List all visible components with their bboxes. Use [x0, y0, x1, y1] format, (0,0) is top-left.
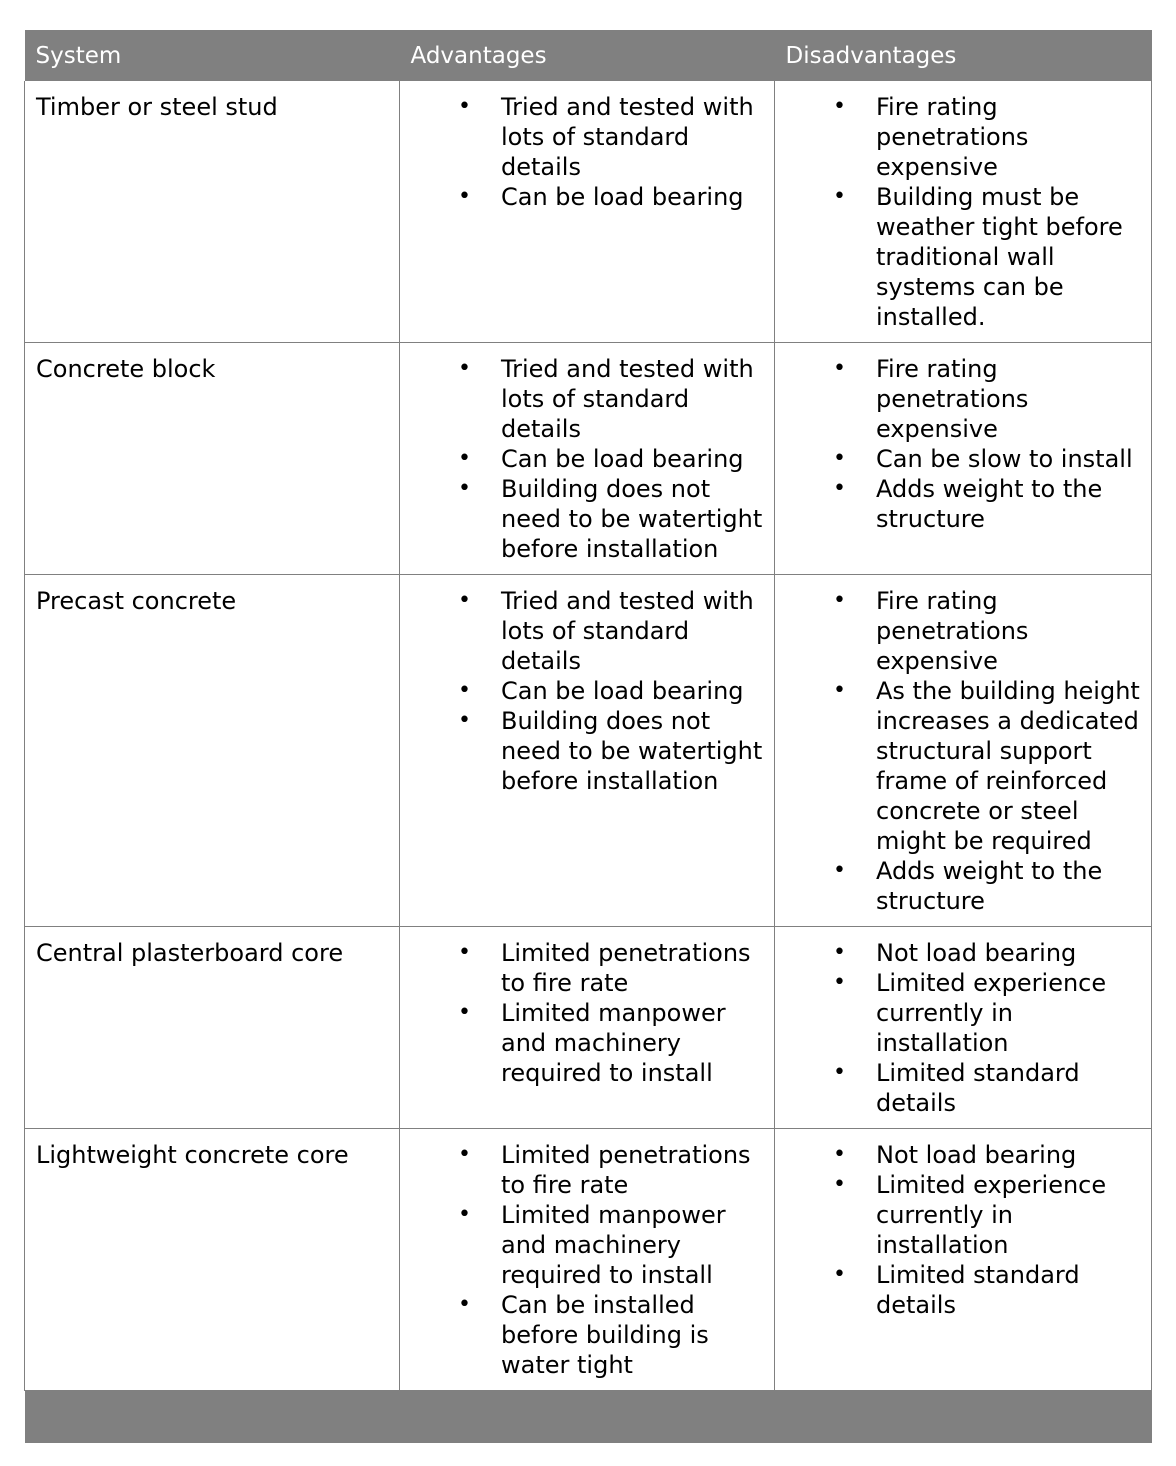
bullet-icon: •	[458, 184, 471, 209]
advantages-cell	[400, 343, 775, 575]
advantage-item	[411, 676, 763, 706]
bullet-icon: •	[458, 708, 471, 733]
disadvantage-item	[786, 182, 1140, 332]
item-text: Building does not need to be watertight before installation	[501, 475, 763, 563]
advantages-list	[411, 92, 763, 212]
advantage-item	[411, 1140, 763, 1200]
disadvantage-item	[786, 968, 1140, 1058]
advantage-item	[411, 354, 763, 444]
disadvantages-cell	[775, 81, 1152, 343]
advantage-item	[411, 444, 763, 474]
item-text: Not load bearing	[876, 939, 1077, 967]
table-row	[25, 343, 1152, 575]
disadvantage-item	[786, 444, 1140, 474]
bullet-icon: •	[833, 940, 846, 965]
disadvantages-list	[786, 586, 1140, 916]
advantage-item	[411, 586, 763, 676]
bullet-icon: •	[833, 1172, 846, 1197]
item-text: Limited penetrations to fire rate	[501, 939, 751, 997]
bullet-icon: •	[833, 1262, 846, 1287]
header-advantages: Advantages	[400, 30, 775, 81]
disadvantage-item	[786, 856, 1140, 916]
item-text: Can be load bearing	[501, 677, 744, 705]
disadvantages-cell	[775, 575, 1152, 927]
table-row	[25, 1129, 1152, 1391]
bullet-icon: •	[458, 940, 471, 965]
bullet-icon: •	[458, 1202, 471, 1227]
disadvantages-list	[786, 92, 1140, 332]
item-text: Fire rating penetrations expensive	[876, 355, 1029, 443]
footer-bar	[25, 1391, 1152, 1444]
table-footer	[25, 1391, 1152, 1444]
item-text: Tried and tested with lots of standard details	[501, 587, 754, 675]
advantage-item	[411, 1200, 763, 1290]
disadvantage-item	[786, 1260, 1140, 1320]
bullet-icon: •	[458, 1000, 471, 1025]
advantages-cell	[400, 927, 775, 1129]
bullet-icon: •	[833, 446, 846, 471]
item-text: Tried and tested with lots of standard details	[501, 93, 754, 181]
item-text: Building does not need to be watertight before installation	[501, 707, 763, 795]
advantage-item	[411, 474, 763, 564]
bullet-icon: •	[833, 184, 846, 209]
advantage-item	[411, 998, 763, 1088]
bullet-icon: •	[833, 356, 846, 381]
item-text: Limited manpower and machinery required to install	[501, 1201, 726, 1289]
item-text: Limited experience currently in installation	[876, 1171, 1107, 1259]
header-row	[25, 30, 1152, 81]
table-header	[25, 30, 1152, 81]
system-cell: Concrete block	[25, 343, 400, 575]
disadvantages-list	[786, 354, 1140, 534]
disadvantage-item	[786, 676, 1140, 856]
advantage-item	[411, 938, 763, 998]
advantage-item	[411, 1290, 763, 1380]
bullet-icon: •	[833, 94, 846, 119]
advantages-list	[411, 586, 763, 796]
item-text: Tried and tested with lots of standard details	[501, 355, 754, 443]
disadvantage-item	[786, 1140, 1140, 1170]
item-text: Limited standard details	[876, 1059, 1080, 1117]
advantages-list	[411, 938, 763, 1088]
advantages-cell	[400, 1129, 775, 1391]
system-cell: Lightweight concrete core	[25, 1129, 400, 1391]
table-body	[25, 81, 1152, 1391]
item-text: Building must be weather tight before traditional wall systems can be installed.	[876, 183, 1123, 331]
bullet-icon: •	[833, 970, 846, 995]
advantages-cell	[400, 575, 775, 927]
disadvantages-list	[786, 1140, 1140, 1320]
advantages-list	[411, 354, 763, 564]
advantages-cell	[400, 81, 775, 343]
advantage-item	[411, 182, 763, 212]
bullet-icon: •	[833, 1060, 846, 1085]
item-text: Limited standard details	[876, 1261, 1080, 1319]
disadvantages-cell	[775, 343, 1152, 575]
table-row	[25, 575, 1152, 927]
item-text: Fire rating penetrations expensive	[876, 93, 1029, 181]
system-cell: Precast concrete	[25, 575, 400, 927]
item-text: Adds weight to the structure	[876, 857, 1103, 915]
disadvantages-list	[786, 938, 1140, 1118]
disadvantage-item	[786, 474, 1140, 534]
bullet-icon: •	[833, 678, 846, 703]
advantages-list	[411, 1140, 763, 1380]
comparison-table	[24, 30, 1152, 1443]
bullet-icon: •	[458, 1142, 471, 1167]
item-text: As the building height increases a dedicated structural support frame of reinforced concrete or steel might be required	[876, 677, 1140, 855]
bullet-icon: •	[458, 1292, 471, 1317]
item-text: Fire rating penetrations expensive	[876, 587, 1029, 675]
system-cell: Timber or steel stud	[25, 81, 400, 343]
bullet-icon: •	[458, 356, 471, 381]
item-text: Adds weight to the structure	[876, 475, 1103, 533]
bullet-icon: •	[458, 678, 471, 703]
disadvantages-cell	[775, 1129, 1152, 1391]
item-text: Can be load bearing	[501, 183, 744, 211]
table-row	[25, 927, 1152, 1129]
bullet-icon: •	[458, 588, 471, 613]
item-text: Limited manpower and machinery required to install	[501, 999, 726, 1087]
disadvantage-item	[786, 1058, 1140, 1118]
bullet-icon: •	[833, 1142, 846, 1167]
header-disadvantages: Disadvantages	[775, 30, 1152, 81]
advantage-item	[411, 92, 763, 182]
bullet-icon: •	[458, 446, 471, 471]
disadvantage-item	[786, 92, 1140, 182]
disadvantage-item	[786, 938, 1140, 968]
item-text: Limited penetrations to fire rate	[501, 1141, 751, 1199]
disadvantage-item	[786, 354, 1140, 444]
bullet-icon: •	[833, 858, 846, 883]
item-text: Can be slow to install	[876, 445, 1133, 473]
table-row	[25, 81, 1152, 343]
bullet-icon: •	[458, 476, 471, 501]
item-text: Not load bearing	[876, 1141, 1077, 1169]
bullet-icon: •	[833, 476, 846, 501]
system-cell: Central plasterboard core	[25, 927, 400, 1129]
item-text: Limited experience currently in installation	[876, 969, 1107, 1057]
bullet-icon: •	[833, 588, 846, 613]
header-system: System	[25, 30, 400, 81]
disadvantage-item	[786, 586, 1140, 676]
advantage-item	[411, 706, 763, 796]
item-text: Can be installed before building is water tight	[501, 1291, 709, 1379]
footer-row	[25, 1391, 1152, 1444]
disadvantages-cell	[775, 927, 1152, 1129]
disadvantage-item	[786, 1170, 1140, 1260]
item-text: Can be load bearing	[501, 445, 744, 473]
bullet-icon: •	[458, 94, 471, 119]
